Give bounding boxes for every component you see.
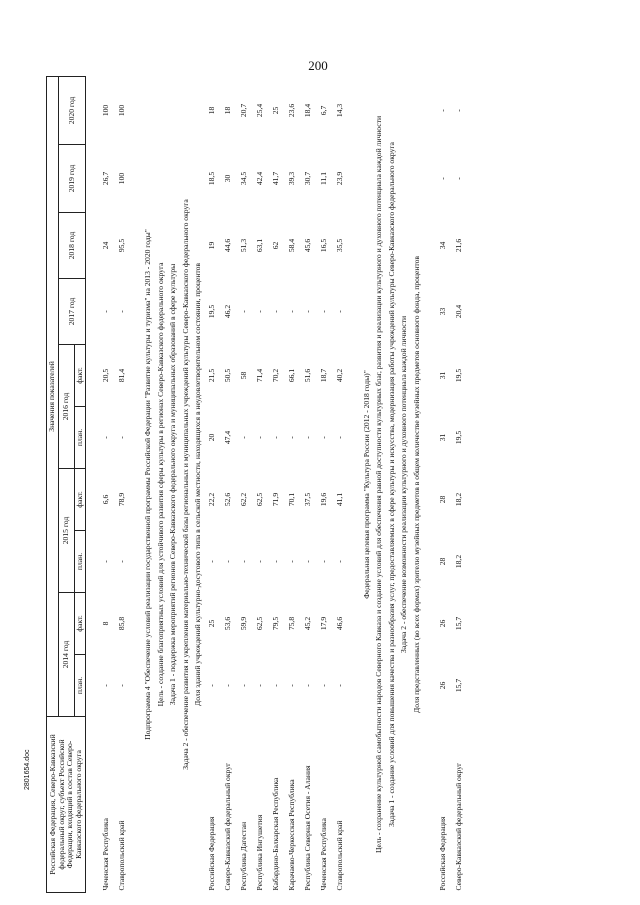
row-region-name: Ставропольский край xyxy=(335,820,345,891)
cell-value: 95,5 xyxy=(116,238,126,253)
cell-value: 45,6 xyxy=(303,238,313,253)
cell-value: 34,5 xyxy=(239,171,249,186)
row-region-name: Ставропольский край xyxy=(116,820,126,891)
header-year-2019: 2019 год xyxy=(58,145,86,213)
cell-value: 62,2 xyxy=(239,492,249,507)
cell-value: 62,5 xyxy=(255,492,265,507)
cell-value: - xyxy=(287,684,297,687)
cell-value: 25,4 xyxy=(255,103,265,118)
cell-value: 18,7 xyxy=(319,368,329,383)
cell-value: 6,6 xyxy=(100,494,110,505)
cell-value: 19,6 xyxy=(319,492,329,507)
cell-value: 28 xyxy=(437,495,447,504)
cell-value: - xyxy=(255,560,265,563)
cell-value: - xyxy=(335,684,345,687)
table-row xyxy=(237,76,253,892)
cell-value: 71,9 xyxy=(271,492,281,507)
cell-value: 37,5 xyxy=(303,492,313,507)
table-row xyxy=(317,76,333,892)
section-heading-row xyxy=(411,76,424,892)
cell-value: 34 xyxy=(437,241,447,250)
cell-value: - xyxy=(255,684,265,687)
cell-value: 18,4 xyxy=(303,103,313,118)
section-heading: Доля зданий учреждений культурно-досугового типа в сельской местности, находящихся в неудовлетворительном состоянии, процентов xyxy=(193,262,202,706)
row-region-name: Республика Северная Осетия - Алания xyxy=(303,765,313,891)
cell-value: 25 xyxy=(207,619,217,628)
cell-value: 51,6 xyxy=(303,368,313,383)
spacer-row xyxy=(86,76,99,892)
cell-value: 26 xyxy=(437,681,447,690)
cell-value: 33 xyxy=(437,307,447,316)
section-heading-row xyxy=(180,76,193,892)
cell-value: 62 xyxy=(271,241,281,250)
header-values-title: Значения показателей xyxy=(47,76,59,716)
cell-value: - xyxy=(303,560,313,563)
row-region-name: Российская Федерация xyxy=(437,816,447,891)
table-row xyxy=(285,76,301,892)
cell-value: 45,2 xyxy=(303,616,313,631)
table-row xyxy=(333,76,349,892)
cell-value: 18,5 xyxy=(207,171,217,186)
cell-value: - xyxy=(319,560,329,563)
cell-value: 100 xyxy=(116,172,126,185)
section-heading-row xyxy=(373,76,386,892)
section-heading: Задача 2 - обеспечение возможности реализации культурного и духовного потенциала каждой личности xyxy=(399,315,408,653)
row-region-name: Республика Ингушетия xyxy=(255,814,265,891)
cell-value: - xyxy=(335,436,345,439)
cell-value: 19,5 xyxy=(453,368,463,383)
header-year-2015: 2015 год xyxy=(58,469,74,593)
cell-value: - xyxy=(239,684,249,687)
section-heading-row xyxy=(142,76,155,892)
cell-value: - xyxy=(116,684,126,687)
section-heading: Федеральная целевая программа "Культура России (2012 - 2018 годы)" xyxy=(361,370,371,599)
cell-value: 18 xyxy=(207,106,217,115)
table-row xyxy=(301,76,317,892)
section-heading: Доля представленных (во всех формах) зрителю музейных предметов в общем количестве музейных предметов основного фонда, процентов xyxy=(411,255,421,713)
cell-value: 16,5 xyxy=(319,238,329,253)
cell-value: - xyxy=(453,109,463,112)
header-year-2016: 2016 год xyxy=(58,345,74,469)
cell-value: 62,5 xyxy=(255,616,265,631)
header-fact: факт. xyxy=(74,469,86,531)
cell-value: - xyxy=(100,560,110,563)
cell-value: - xyxy=(335,560,345,563)
table-body xyxy=(86,76,468,892)
cell-value: - xyxy=(319,436,329,439)
cell-value: 23,6 xyxy=(287,103,297,118)
cell-value: - xyxy=(287,310,297,313)
cell-value: - xyxy=(453,177,463,180)
cell-value: - xyxy=(271,684,281,687)
cell-value: - xyxy=(100,684,110,687)
header-region: Российская Федерация, Северо-Кавказский федеральный округ, субъект Российской Федерации, входящий в состав Северо-Кавказского федерального округа xyxy=(47,717,86,893)
section-heading: Подпрограмма 4 "Обеспечение условий реализации государственной программы Российской Федерации "Развитие культуры и туризма" на 2013 - 2020 годы" xyxy=(143,229,152,740)
section-heading-row xyxy=(386,76,399,892)
cell-value: 52,6 xyxy=(223,492,233,507)
cell-value: 51,3 xyxy=(239,238,249,253)
cell-value: 22,2 xyxy=(207,492,217,507)
cell-value: 46,2 xyxy=(223,304,233,319)
indicators-table xyxy=(46,76,467,893)
cell-value: - xyxy=(223,560,233,563)
cell-value: 100 xyxy=(116,104,126,117)
cell-value: 19,5 xyxy=(453,430,463,445)
cell-value: 66,1 xyxy=(287,368,297,383)
spacer-row xyxy=(130,76,142,892)
cell-value: - xyxy=(239,560,249,563)
cell-value: 21,6 xyxy=(453,238,463,253)
cell-value: 71,4 xyxy=(255,368,265,383)
section-heading-row xyxy=(167,76,180,892)
cell-value: 100 xyxy=(100,104,110,117)
cell-value: 20 xyxy=(207,433,217,442)
cell-value: 41,1 xyxy=(335,492,345,507)
table-row xyxy=(114,76,130,892)
header-fact: факт. xyxy=(74,345,86,407)
table-row xyxy=(269,76,285,892)
cell-value: - xyxy=(207,684,217,687)
header-plan: план. xyxy=(74,655,86,717)
section-heading-row xyxy=(192,76,205,892)
cell-value: 28 xyxy=(437,557,447,566)
cell-value: 14,3 xyxy=(335,103,345,118)
header-year-2020: 2020 год xyxy=(58,76,86,144)
cell-value: - xyxy=(319,684,329,687)
cell-value: 24 xyxy=(100,241,110,250)
cell-value: 18,2 xyxy=(453,554,463,569)
page-number: 200 xyxy=(308,58,328,73)
section-heading: Задача 2 - обеспечение развития и укрепления материально-технической базы региональных и муниципальных учреждений культуры Северо-Кавказского федерального округа xyxy=(180,199,190,770)
cell-value: - xyxy=(223,684,233,687)
cell-value: 78,9 xyxy=(116,492,126,507)
cell-value: - xyxy=(116,310,126,313)
cell-value: 23,9 xyxy=(335,171,345,186)
row-region-name: Карачаево-Черкесская Республика xyxy=(287,779,297,891)
cell-value: - xyxy=(303,684,313,687)
table-row xyxy=(451,76,467,892)
cell-value: 6,7 xyxy=(319,105,329,116)
cell-value: 50,5 xyxy=(223,368,233,383)
cell-value: - xyxy=(271,436,281,439)
cell-value: - xyxy=(271,310,281,313)
cell-value: 17,9 xyxy=(319,616,329,631)
cell-value: 70,1 xyxy=(287,492,297,507)
cell-value: 39,3 xyxy=(287,171,297,186)
cell-value: 8 xyxy=(100,621,110,626)
header-year-2017: 2017 год xyxy=(58,279,86,345)
cell-value: - xyxy=(239,436,249,439)
cell-value: - xyxy=(287,436,297,439)
section-heading: Цель - создание благоприятных условий для устойчивого развития сферы культуры в регионах Северо-Кавказского федерального округа xyxy=(155,262,165,707)
cell-value: - xyxy=(100,436,110,439)
table-row xyxy=(98,76,114,892)
cell-value: 19,5 xyxy=(207,304,217,319)
spacer-row xyxy=(423,76,435,892)
row-region-name: Российская Федерация xyxy=(207,816,217,891)
cell-value: 20,5 xyxy=(100,368,110,383)
cell-value: 30,7 xyxy=(303,171,313,186)
cell-value: - xyxy=(116,436,126,439)
spacer-row xyxy=(349,76,361,892)
cell-value: 18 xyxy=(223,106,233,115)
header-fact: факт. xyxy=(74,593,86,655)
cell-value: 40,2 xyxy=(335,368,345,383)
cell-value: 20,4 xyxy=(453,304,463,319)
section-heading-row xyxy=(398,76,411,892)
cell-value: 15,7 xyxy=(453,678,463,693)
cell-value: - xyxy=(239,310,249,313)
cell-value: 11,1 xyxy=(319,172,329,186)
row-region-name: Северо-Кавказский федеральный округ xyxy=(223,762,233,891)
cell-value: - xyxy=(319,310,329,313)
header-year-2014: 2014 год xyxy=(58,593,74,717)
cell-value: 53,6 xyxy=(223,616,233,631)
cell-value: 44,6 xyxy=(223,238,233,253)
cell-value: - xyxy=(303,310,313,313)
cell-value: - xyxy=(303,436,313,439)
section-heading-row xyxy=(155,76,168,892)
rotated-table-container xyxy=(46,77,606,893)
cell-value: 31 xyxy=(437,371,447,380)
table-row xyxy=(435,76,451,892)
cell-value: - xyxy=(255,310,265,313)
cell-value: 81,4 xyxy=(116,368,126,383)
cell-value: 46,6 xyxy=(335,616,345,631)
row-region-name: Республика Дагестан xyxy=(239,821,249,891)
cell-value: - xyxy=(207,560,217,563)
cell-value: 70,2 xyxy=(271,368,281,383)
section-heading: Задача 1 - создание условий для повышения качества и разнообразия услуг, предоставляемых в сфере культуры и искусства, модернизация работы учреждений культуры Северо-Кавказского федерального округа xyxy=(386,142,396,827)
cell-value: 35,5 xyxy=(335,238,345,253)
cell-value: - xyxy=(116,560,126,563)
cell-value: 20,7 xyxy=(239,103,249,118)
section-heading: Задача 1 - поддержка мероприятий регионов Северо-Кавказского федерального округа и муниципальных образований в сфере культуры xyxy=(168,263,177,706)
cell-value: 19 xyxy=(207,241,217,250)
cell-value: - xyxy=(100,310,110,313)
row-region-name: Чеченская Республика xyxy=(319,818,329,891)
section-heading: Цель - сохранение культурной самобытности народов Северного Кавказа и создание условий для обеспечения равной доступности культурных благ, развития и реализации культурного и духовного потенциала каждой личности xyxy=(374,115,383,853)
table-row xyxy=(221,76,237,892)
cell-value: 26,7 xyxy=(100,171,110,186)
cell-value: 58 xyxy=(239,371,249,380)
cell-value: - xyxy=(271,560,281,563)
cell-value: 21,5 xyxy=(207,368,217,383)
cell-value: 26 xyxy=(437,619,447,628)
cell-value: 58,4 xyxy=(287,238,297,253)
cell-value: - xyxy=(287,560,297,563)
cell-value: 75,8 xyxy=(287,616,297,631)
header-year-2018: 2018 год xyxy=(58,213,86,279)
cell-value: - xyxy=(437,177,447,180)
cell-value: 42,4 xyxy=(255,171,265,186)
header-plan: план. xyxy=(74,531,86,593)
cell-value: 41,7 xyxy=(271,171,281,186)
table-row xyxy=(205,76,221,892)
table-header xyxy=(47,76,86,892)
cell-value: 63,1 xyxy=(255,238,265,253)
row-region-name: Чеченская Республика xyxy=(100,818,110,891)
document-file-code: 2801654.doc xyxy=(24,749,31,790)
cell-value: 30 xyxy=(223,174,233,183)
cell-value: 47,4 xyxy=(223,430,233,445)
cell-value: 31 xyxy=(437,433,447,442)
cell-value: - xyxy=(437,109,447,112)
row-region-name: Северо-Кавказский федеральный округ xyxy=(453,762,463,891)
cell-value: 18,2 xyxy=(453,492,463,507)
cell-value: 15,7 xyxy=(453,616,463,631)
cell-value: - xyxy=(255,436,265,439)
cell-value: 85,8 xyxy=(116,616,126,631)
table-row xyxy=(253,76,269,892)
cell-value: 59,9 xyxy=(239,616,249,631)
cell-value: - xyxy=(335,310,345,313)
row-region-name: Кабардино-Балкарская Республика xyxy=(271,777,281,891)
section-heading-row xyxy=(361,76,374,892)
header-plan: план. xyxy=(74,407,86,469)
cell-value: 25 xyxy=(271,106,281,115)
cell-value: 79,5 xyxy=(271,616,281,631)
